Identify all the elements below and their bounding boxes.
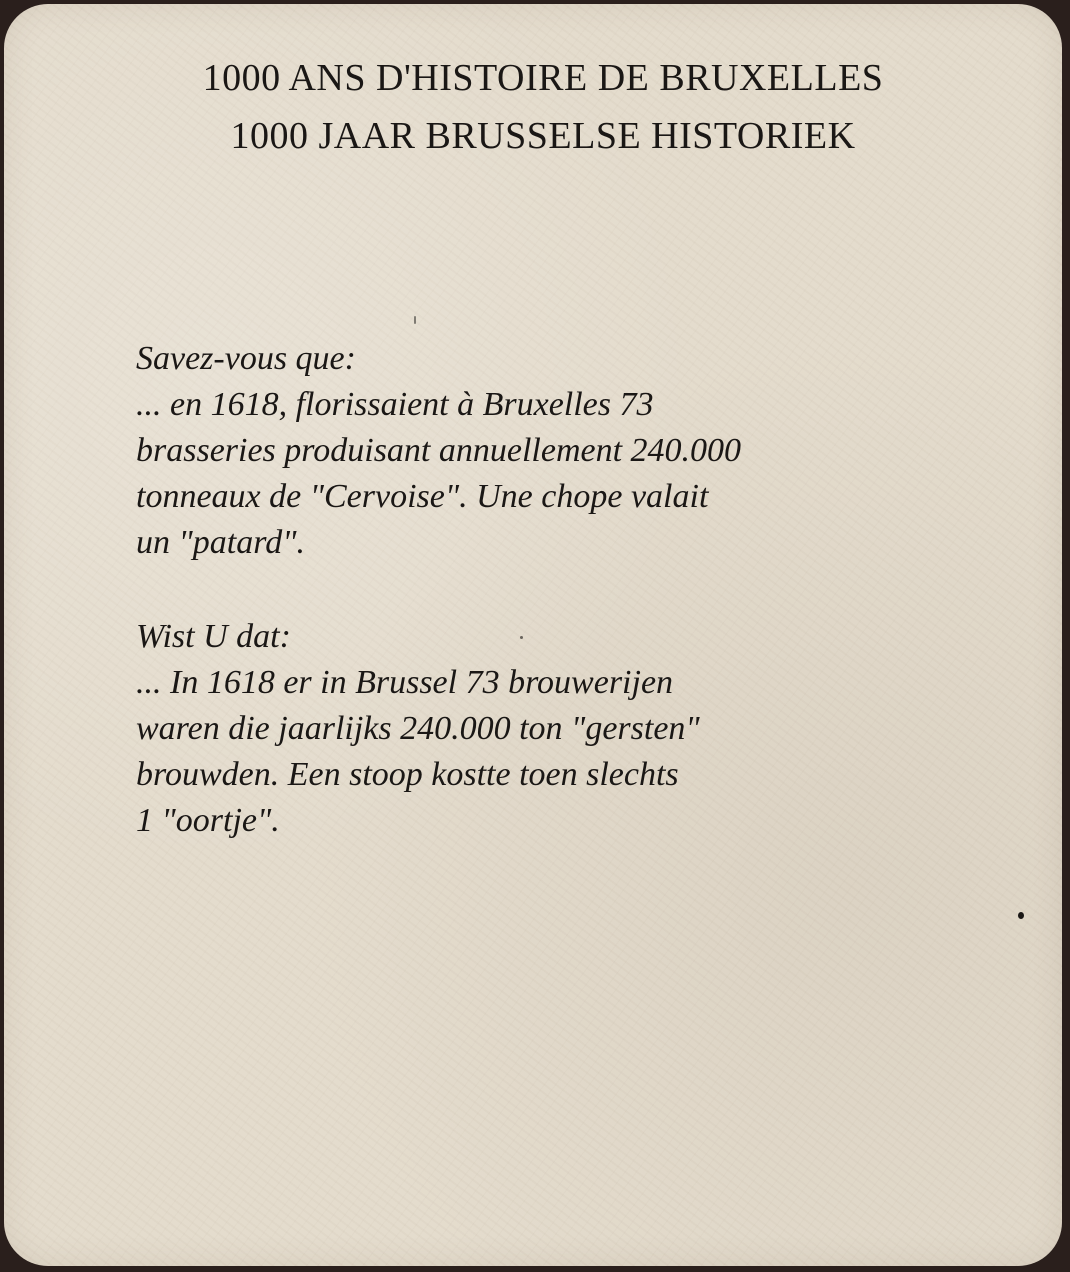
french-line: ... en 1618, florissaient à Bruxelles 73	[136, 386, 654, 423]
title-dutch: 1000 JAAR BRUSSELSE HISTORIEK	[230, 115, 856, 157]
beer-coaster	[4, 4, 1062, 1266]
french-line: Savez-vous que:	[136, 340, 356, 377]
french-line: brasseries produisant annuellement 240.000	[136, 432, 742, 469]
ink-speck	[520, 636, 523, 639]
dutch-line: 1 "oortje".	[136, 802, 280, 839]
french-line: tonneaux de "Cervoise". Une chope valait	[136, 478, 709, 515]
dutch-line: Wist U dat:	[136, 618, 291, 655]
ink-speck	[414, 316, 416, 324]
title-french: 1000 ANS D'HISTOIRE DE BRUXELLES	[202, 57, 884, 99]
dutch-line: ... In 1618 er in Brussel 73 brouwerijen	[136, 664, 674, 701]
french-text-block	[136, 336, 1036, 566]
dutch-line: brouwden. Een stoop kostte toen slechts	[136, 756, 679, 793]
dutch-line: waren die jaarlijks 240.000 ton "gersten"	[136, 710, 700, 747]
ink-speck	[1018, 912, 1024, 919]
dutch-text-block	[136, 614, 1036, 844]
french-line: un "patard".	[136, 524, 305, 561]
